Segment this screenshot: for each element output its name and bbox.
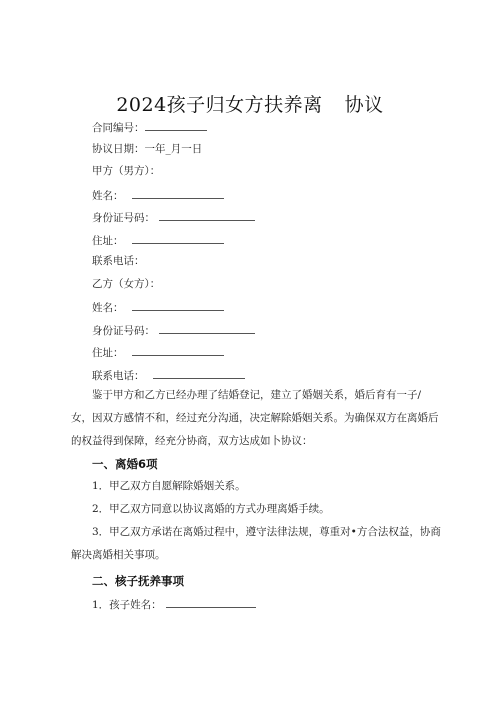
party-b-name-line [92, 299, 224, 315]
party-b-phone-blank [153, 367, 245, 379]
party-a-header: 甲方（男方）： [92, 165, 161, 177]
party-a-id-line [92, 209, 255, 225]
party-b-name-label: 姓名： [92, 302, 124, 314]
party-b-id-label: 身份证号码： [92, 325, 155, 337]
contract-number-label: 合同编号： [92, 122, 145, 134]
party-b-address-label: 住址： [92, 347, 124, 359]
section-1-item: 3．甲乙双方承诺在离婚过程中，遵守法律法规，尊重对•方合法权益，协商 [92, 526, 441, 538]
party-b-address-line [92, 344, 224, 360]
party-b-phone-line [92, 367, 245, 383]
intro-line: 鉴于甲方和乙方已经办理了结婚登记，建立了婚姻关系，婚后育有一子/ [92, 389, 422, 401]
party-b-address-blank [132, 344, 224, 356]
child-name-label: 1．孩子姓名： [92, 599, 162, 611]
section-1-item: 1．甲乙双方自愿解除婚姻关系。 [92, 480, 246, 492]
party-b-header: 乙方（女方）： [92, 278, 161, 290]
agreement-date-line: 协议日期：一年_月一日 [92, 143, 203, 155]
title-main: 2024孩子归女方扶养离 [116, 94, 323, 116]
intro-line: 的权益得到保障，经充分协商，双方达成如卜协议： [71, 435, 313, 447]
party-a-name-label: 姓名： [92, 190, 124, 202]
party-a-name-blank [132, 187, 224, 199]
section-1-item-continued: 解决离婚相关事项。 [71, 549, 166, 561]
section-2-heading: 二、核子抚养事项 [92, 574, 184, 588]
section-1-item: 2．甲乙双方同意以协议离婚的方式办理离婚手续。 [92, 503, 330, 515]
contract-number-line [92, 119, 207, 135]
title-tail: 协议 [344, 94, 384, 116]
child-name-blank [166, 596, 256, 608]
party-a-address-line [92, 232, 224, 248]
section-1-heading: 一、离婚6项 [92, 457, 158, 471]
party-b-id-blank [159, 322, 255, 334]
party-a-name-line [92, 187, 224, 203]
contract-number-blank [145, 119, 207, 131]
party-a-address-blank [132, 232, 224, 244]
party-b-id-line [92, 322, 255, 338]
intro-paragraph [71, 384, 439, 453]
party-a-id-label: 身份证号码： [92, 212, 155, 224]
party-b-phone-label: 联系电话： [92, 370, 145, 382]
party-a-id-blank [159, 209, 255, 221]
party-a-phone-line: 联系电话： [92, 255, 145, 267]
child-name-line [92, 596, 256, 612]
intro-line: 女，因双方感情不和，经过充分沟通，决定解除婚姻关系。为确保双方在离婚后 [71, 412, 439, 424]
document-title [0, 90, 500, 117]
party-b-name-blank [132, 299, 224, 311]
party-a-address-label: 住址： [92, 235, 124, 247]
